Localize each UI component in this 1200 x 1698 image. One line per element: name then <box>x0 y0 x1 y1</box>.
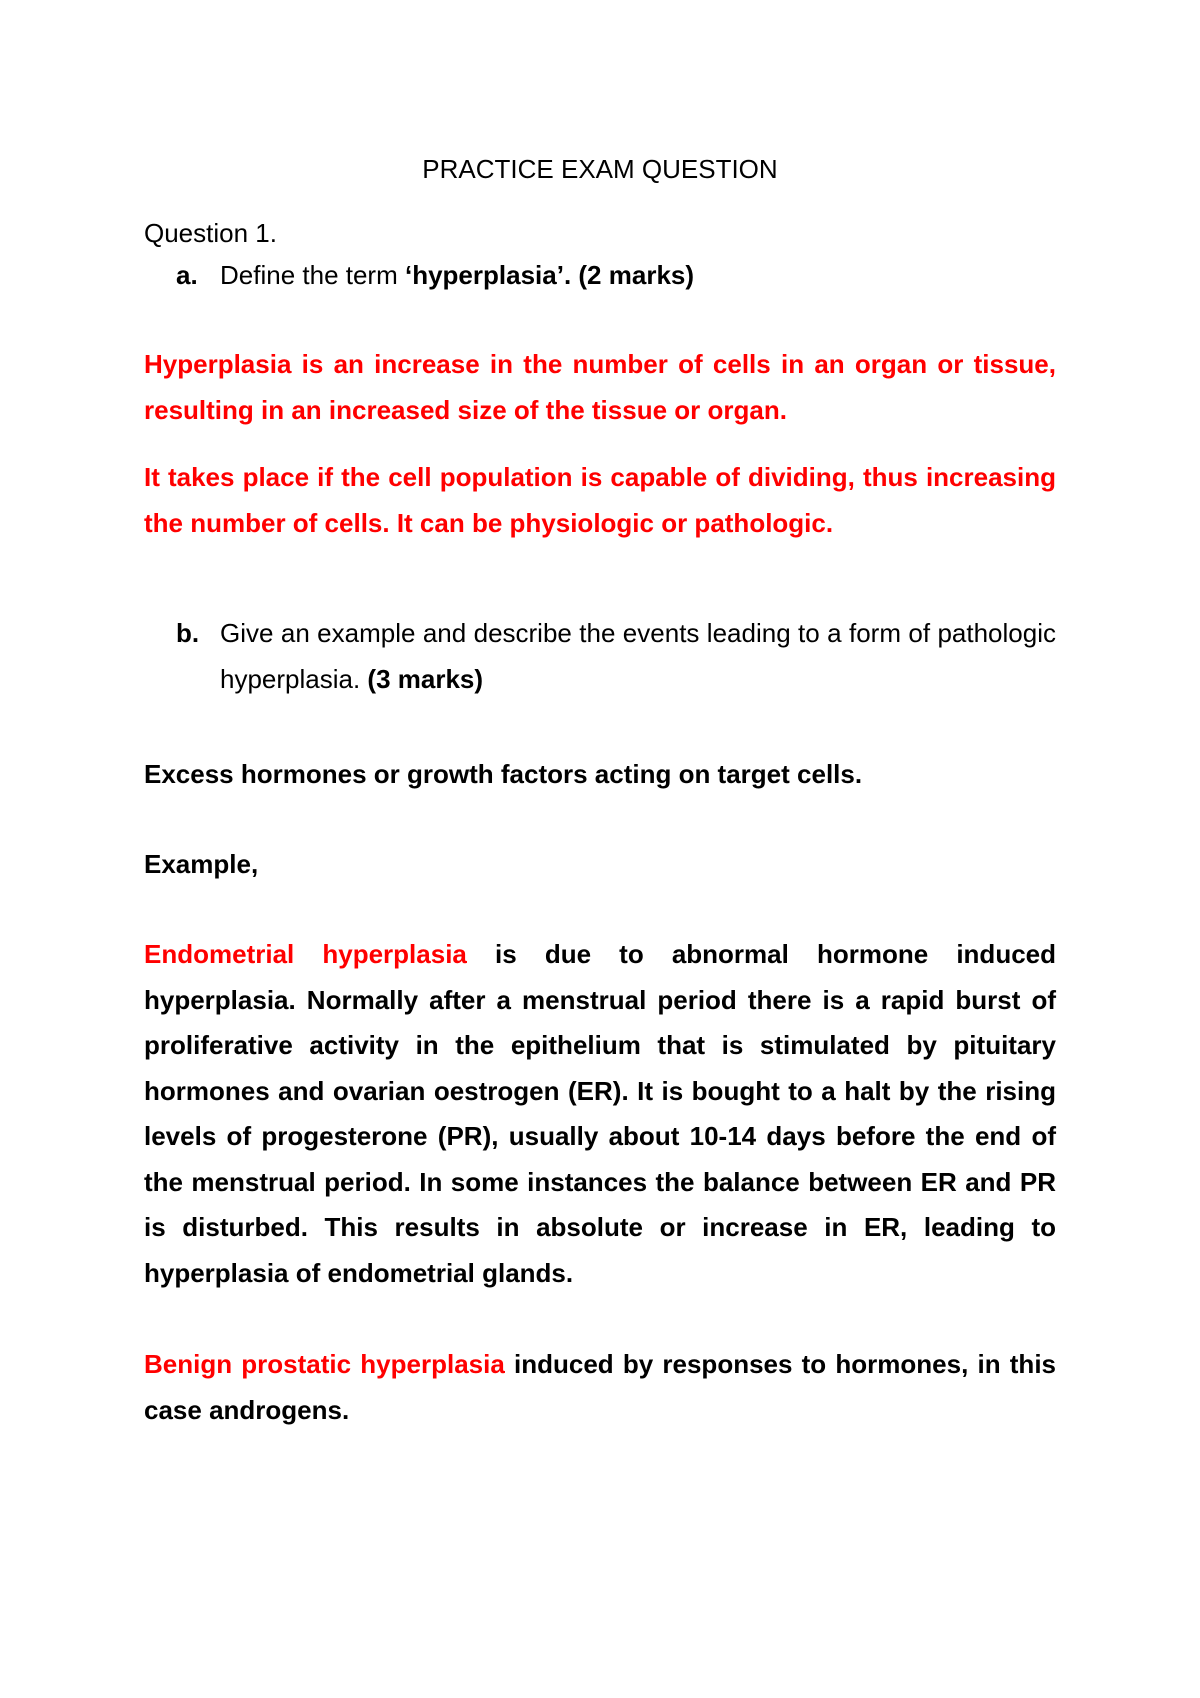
question-heading: Question 1. <box>144 218 277 248</box>
bph-paragraph <box>144 1342 1056 1433</box>
endometrial-term: Endometrial hyperplasia <box>144 939 467 969</box>
endometrial-paragraph <box>144 932 1056 1296</box>
part-b-question: Give an example and describe the events leading to a form of pathologic hyperplasia. <box>220 618 1056 694</box>
part-b-marks: (3 marks) <box>367 664 484 694</box>
part-a-lead: Define the term <box>220 260 405 290</box>
example-label: Example, <box>144 849 259 879</box>
answer-a-paragraph-2: It takes place if the cell population is capable of dividing, thus increasing the number of cells. It can be physiologic or pathologic. <box>144 462 1056 538</box>
part-a-marks: . (2 marks) <box>563 260 695 290</box>
bph-text: induced by responses to hormones, in this case androgens. <box>144 1349 1056 1425</box>
answer-b-intro: Excess hormones or growth factors acting on target cells. <box>144 759 863 789</box>
part-a-marker: a. <box>176 260 198 290</box>
part-b-marker: b. <box>176 618 200 648</box>
page-title: PRACTICE EXAM QUESTION <box>422 154 778 184</box>
question-part-b <box>176 610 1056 702</box>
part-a-term: ‘hyperplasia’ <box>404 260 564 290</box>
part-b-text <box>176 610 1056 702</box>
part-a-text <box>176 252 1056 298</box>
answer-a-paragraph-1: Hyperplasia is an increase in the number of cells in an organ or tissue, resulting in an increased size of the tissue or organ. <box>144 349 1056 425</box>
bph-term: Benign prostatic hyperplasia <box>144 1349 505 1379</box>
question-part-a <box>176 252 1056 298</box>
endometrial-text: is due to abnormal hormone induced hyperplasia. Normally after a menstrual period there is a rapid burst of proliferative activity in the epithelium that is stimulated by pituitary hormones and ovarian oestrogen (ER). It is bought to a halt by the rising levels of progesterone (PR), usually about 10-14 days before the end of the menstrual period. In some instances the balance between ER and PR is disturbed. This results in absolute or increase in ER, leading to hyperplasia of endometrial glands. <box>144 939 1056 1288</box>
